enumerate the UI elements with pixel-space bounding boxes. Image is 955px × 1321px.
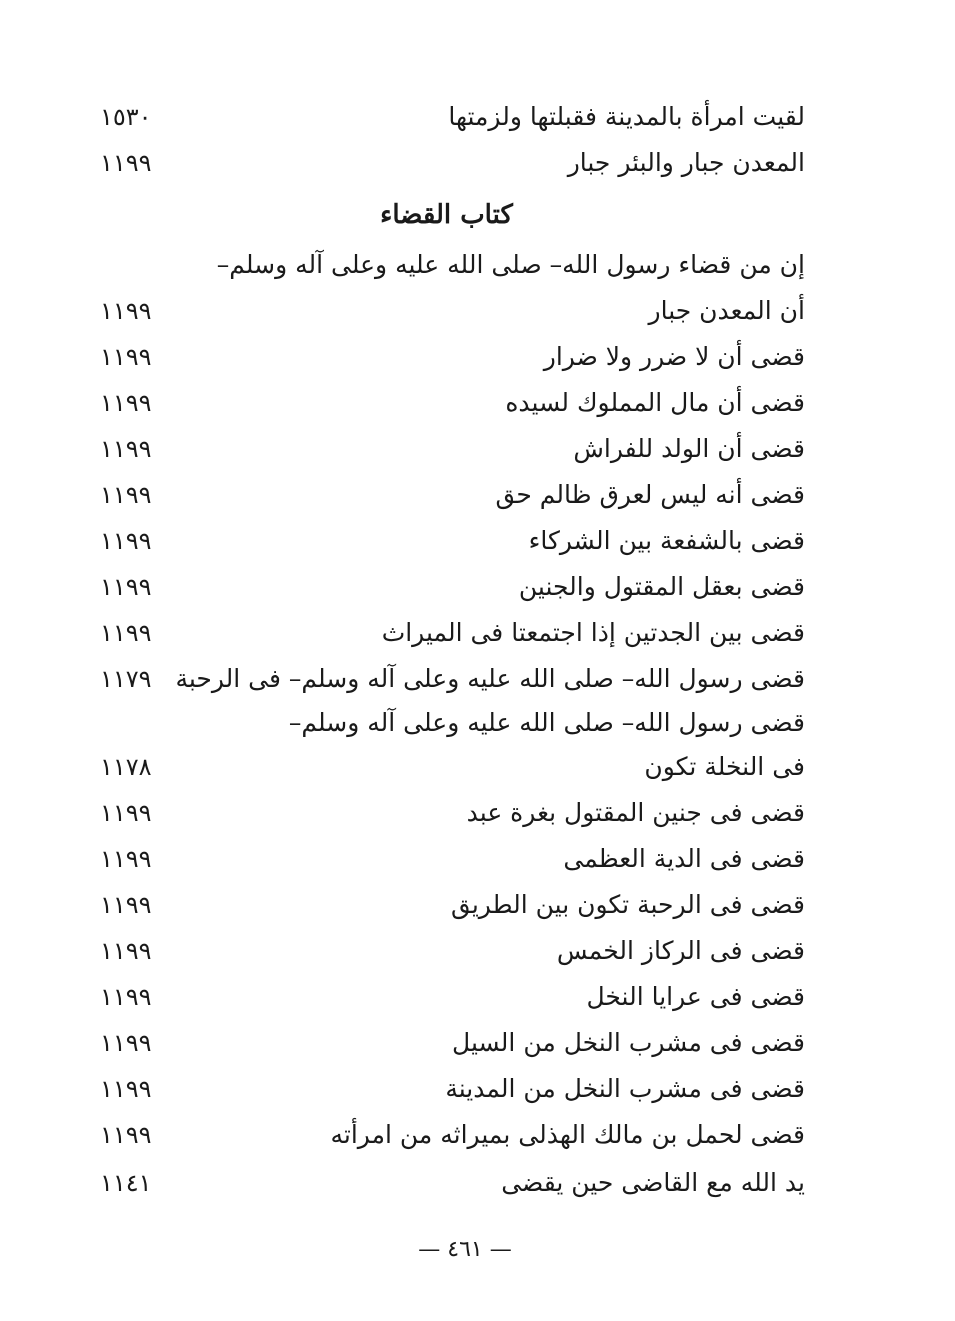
index-entry <box>100 610 805 656</box>
entry-page-number: ١١٩٩ <box>100 845 152 873</box>
index-entry <box>100 928 805 974</box>
index-entry <box>100 94 805 140</box>
entry-page-number: ١١٩٩ <box>100 149 152 177</box>
entry-text: قضى بالشفعة بين الشركاء <box>528 526 805 555</box>
entry-text: قضى لحمل بن مالك الهذلى بميراثه من امرأته <box>330 1120 805 1149</box>
section-title: كتاب القضاء <box>380 200 513 230</box>
entry-text: قضى فى الرحبة تكون بين الطريق <box>451 890 805 919</box>
index-entry <box>100 656 805 702</box>
entry-page-number: ١٥٣٠ <box>100 103 152 131</box>
index-entry <box>100 1112 805 1158</box>
entry-text: المعدن جبار والبئر جبار <box>567 148 805 177</box>
entry-page-number: ١١٩٩ <box>100 389 152 417</box>
index-entry <box>100 242 805 288</box>
index-entry <box>100 744 805 790</box>
entry-page-number: ١١٩٩ <box>100 983 152 1011</box>
entry-text: قضى بين الجدتين إذا اجتمعتا فى الميراث <box>381 618 805 647</box>
entry-text: قضى فى جنين المقتول بغرة عبد <box>466 798 805 827</box>
entry-text: إن من قضاء رسول الله– صلى الله عليه وعلى آله وسلم– <box>216 250 805 279</box>
entry-page-number: ١١٩٩ <box>100 891 152 919</box>
index-entry <box>100 472 805 518</box>
entry-text: فى النخلة تكون <box>644 752 805 781</box>
page-number: — ٤٦١ — <box>418 1237 512 1262</box>
entry-page-number: ١١٩٩ <box>100 481 152 509</box>
entry-text: قضى أنه ليس لعرق ظالم حق <box>495 480 805 509</box>
entry-text: قضى أن مال المملوك لسيده <box>505 388 805 417</box>
index-entry <box>100 700 805 746</box>
entry-text: قضى رسول الله– صلى الله عليه وعلى آله وسلم– فى الرحبة <box>175 664 805 693</box>
entry-page-number: ١١٩٩ <box>100 297 152 325</box>
entry-text: قضى فى عرايا النخل <box>586 982 805 1011</box>
index-entry <box>100 1066 805 1112</box>
entry-page-number: ١١٩٩ <box>100 573 152 601</box>
entry-page-number: ١١٧٨ <box>100 753 152 781</box>
entry-page-number: ١١٩٩ <box>100 527 152 555</box>
index-entry <box>100 518 805 564</box>
index-entry <box>100 836 805 882</box>
index-entry <box>100 140 805 186</box>
index-entry <box>100 426 805 472</box>
index-entry <box>100 380 805 426</box>
entry-text: قضى أن الولد للفراش <box>573 434 805 463</box>
entry-page-number: ١١٩٩ <box>100 799 152 827</box>
entry-page-number: ١١٧٩ <box>100 665 152 693</box>
entry-text: يد الله مع القاضى حين يقضى <box>501 1168 805 1197</box>
index-entry <box>100 790 805 836</box>
entry-page-number: ١١٩٩ <box>100 1075 152 1103</box>
entry-text: لقيت امرأة بالمدينة فقبلتها ولزمتها <box>448 102 805 131</box>
entry-page-number: ١١٩٩ <box>100 1121 152 1149</box>
index-entry <box>100 882 805 928</box>
entry-text: قضى رسول الله– صلى الله عليه وعلى آله وسلم– <box>288 708 805 737</box>
index-entry <box>100 288 805 334</box>
index-entry <box>100 974 805 1020</box>
entry-text: أن المعدن جبار <box>648 296 805 325</box>
entry-text: قضى فى الدية العظمى <box>563 844 805 873</box>
entry-page-number: ١١٩٩ <box>100 435 152 463</box>
entry-text: قضى فى الركاز الخمس <box>556 936 805 965</box>
index-entry <box>100 334 805 380</box>
index-entry <box>100 1020 805 1066</box>
entry-page-number: ١١٩٩ <box>100 937 152 965</box>
entry-page-number: ١١٩٩ <box>100 619 152 647</box>
entry-page-number: ١١٩٩ <box>100 343 152 371</box>
entry-text: قضى بعقل المقتول والجنين <box>518 572 805 601</box>
entry-text: قضى فى مشرب النخل من السيل <box>452 1028 805 1057</box>
entry-text: قضى أن لا ضرر ولا ضرار <box>543 342 805 371</box>
entry-page-number: ١١٤١ <box>100 1169 152 1197</box>
index-entry <box>100 1160 805 1206</box>
entry-text: قضى فى مشرب النخل من المدينة <box>445 1074 805 1103</box>
index-entry <box>100 564 805 610</box>
entry-page-number: ١١٩٩ <box>100 1029 152 1057</box>
